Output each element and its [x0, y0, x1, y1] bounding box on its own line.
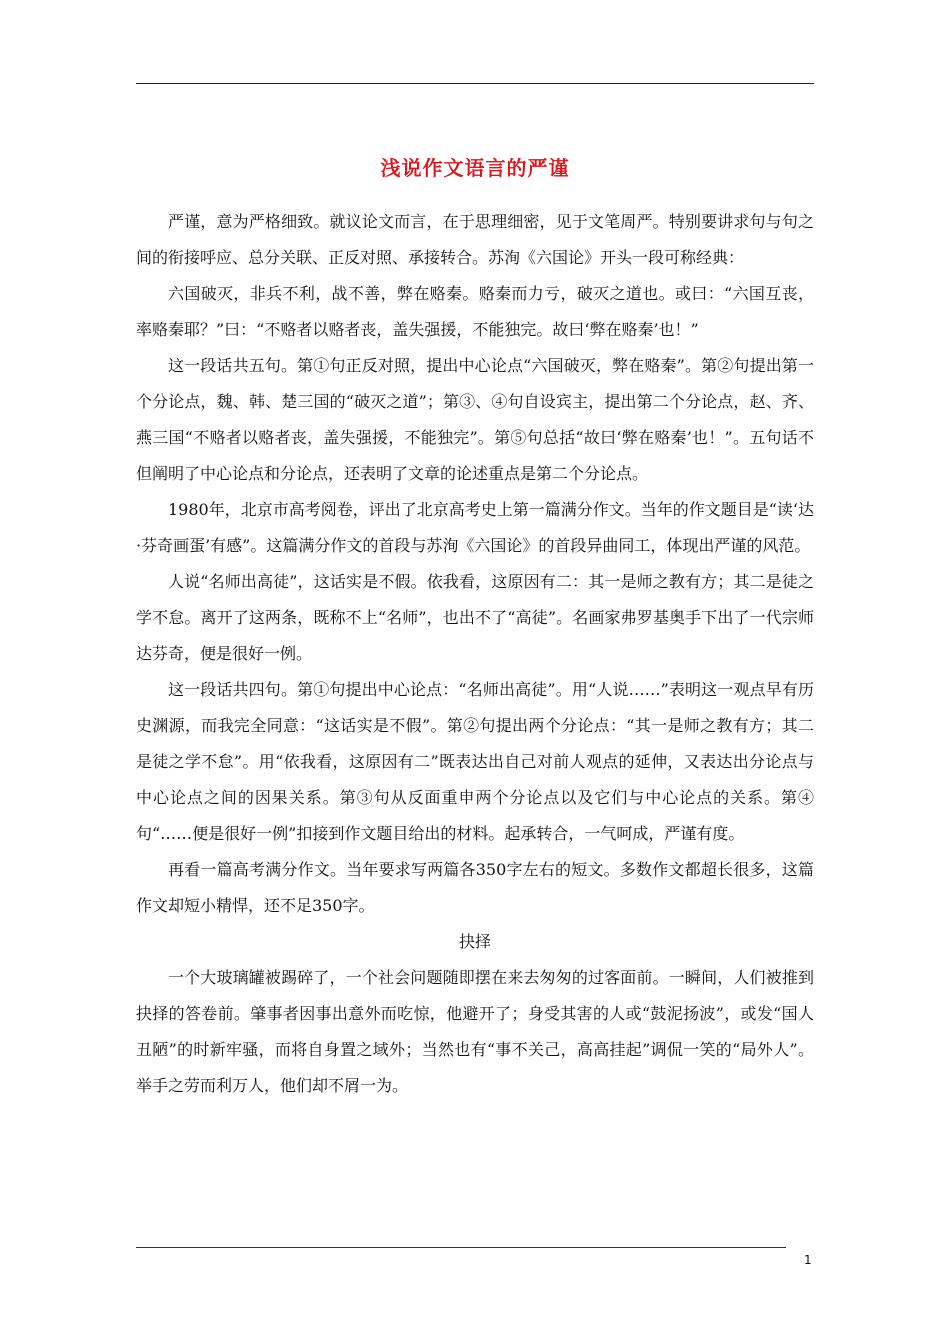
body-paragraph-1: 严谨，意为严格细致。就议论文而言，在于思理细密，见于文笔周严。特别要讲求句与句之间的衔接呼应、总分关联、正反对照、承接转合。苏洵《六国论》开头一段可称经典：	[136, 212, 814, 267]
article-body	[136, 204, 814, 1104]
page-number: 1	[804, 1253, 812, 1267]
essay-subheading: 抉择	[458, 932, 491, 951]
article-title: 浅说作文语言的严谨	[380, 156, 570, 181]
body-paragraph-3: 这一段话共五句。第①句正反对照，提出中心论点“六国破灭，弊在赂秦”。第②句提出第一个分论点，魏、韩、楚三国的“破灭之道”；第③、④句自设宾主，提出第二个分论点，赵、齐、燕三国“不赂者以赂者丧，盖失强援，不能独完”。第⑤句总括“故曰‘弊在赂秦’也！”。五句话不但阐明了中心论点和分论点，还表明了文章的论述重点是第二个分论点。	[136, 356, 814, 483]
footer-rule	[136, 1247, 786, 1248]
body-paragraph-7: 再看一篇高考满分作文。当年要求写两篇各350字左右的短文。多数作文都超长很多，这篇作文却短小精悍，还不足350字。	[136, 860, 814, 915]
body-paragraph-2-quote: 六国破灭，非兵不利，战不善，弊在赂秦。赂秦而力亏，破灭之道也。或曰：“六国互丧，率赂秦耶？”曰：“不赂者以赂者丧，盖失强援，不能独完。故曰‘弊在赂秦’也！”	[136, 284, 814, 339]
body-paragraph-5-quote: 人说“名师出高徒”，这话实是不假。依我看，这原因有二：其一是师之教有方；其二是徒之学不怠。离开了这两条，既称不上“名师”，也出不了“高徒”。名画家弗罗基奥手下出了一代宗师达芬奇，便是很好一例。	[136, 572, 814, 663]
body-paragraph-8: 一个大玻璃罐被踢碎了，一个社会问题随即摆在来去匆匆的过客面前。一瞬间，人们被推到抉择的答卷前。肇事者因事出意外而吃惊，他避开了；身受其害的人或“鼓泥扬波”，或发“国人丑陋”的时新牢骚，而将自身置之域外；当然也有“事不关己，高高挂起”调侃一笑的“局外人”。举手之劳而利万人，他们却不屑一为。	[136, 968, 814, 1095]
body-paragraph-6: 这一段话共四句。第①句提出中心论点：“名师出高徒”。用“人说……”表明这一观点早有历史渊源，而我完全同意：“这话实是不假”。第②句提出两个分论点：“其一是师之教有方；其二是徒之学不怠”。用“依我看，这原因有二”既表达出自己对前人观点的延伸，又表达出分论点与中心论点之间的因果关系。第③句从反面重申两个分论点以及它们与中心论点的关系。第④句“……便是很好一例”扣接到作文题目给出的材料。起承转合，一气呵成，严谨有度。	[136, 680, 814, 843]
body-paragraph-4: 1980年，北京市高考阅卷，评出了北京高考史上第一篇满分作文。当年的作文题目是“读‘达·芬奇画蛋’有感”。这篇满分作文的首段与苏洵《六国论》的首段异曲同工，体现出严谨的风范。	[136, 500, 814, 555]
header-rule	[136, 83, 814, 84]
